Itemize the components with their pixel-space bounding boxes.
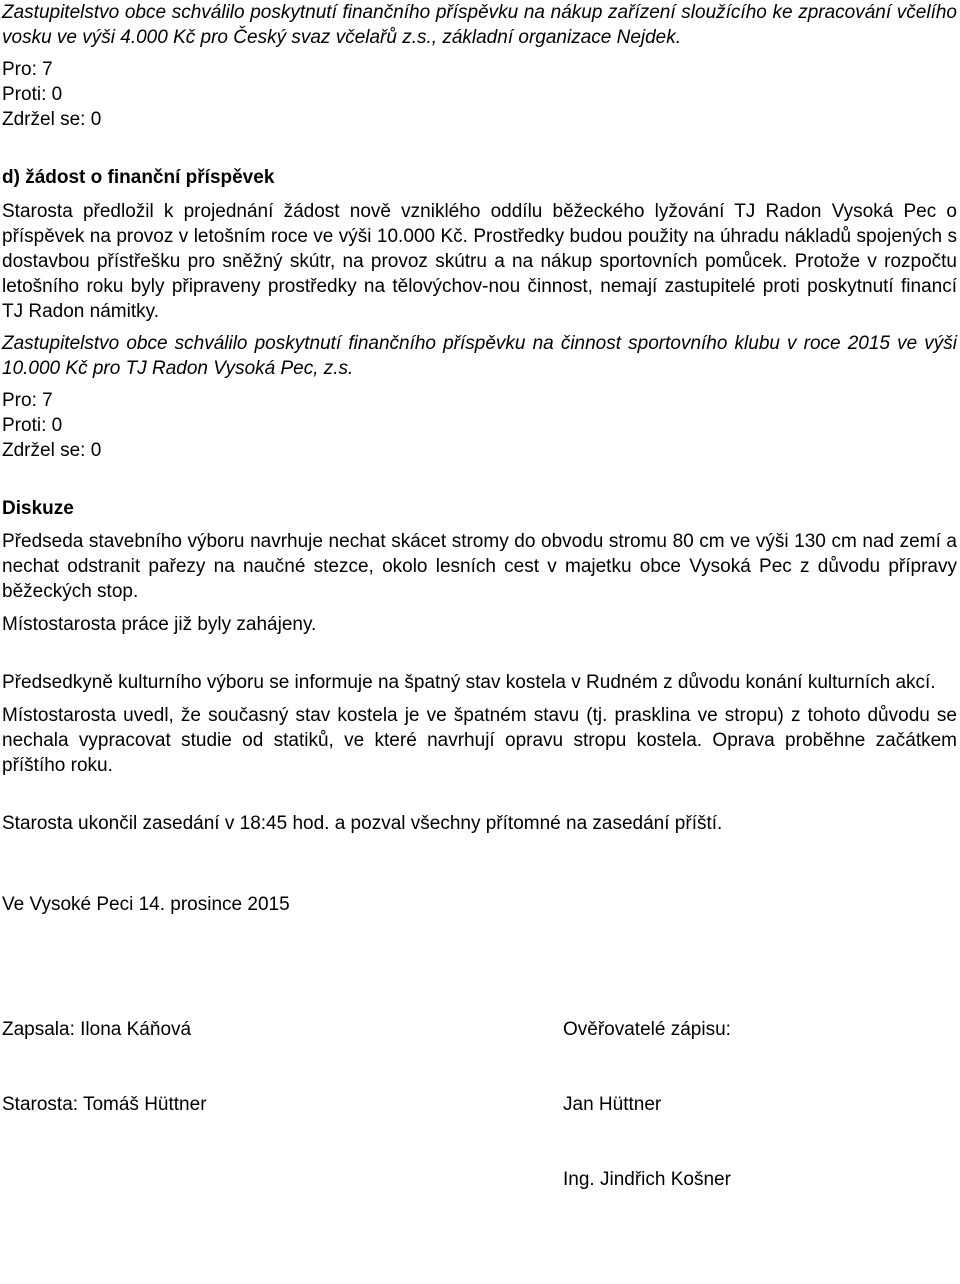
vote-zdrzel: Zdržel se: 0 <box>2 109 102 130</box>
vote-block-1 <box>2 57 957 132</box>
discussion-heading: Diskuze <box>2 498 74 519</box>
discussion-paragraph: Místostarosta práce již byly zahájeny. <box>2 614 317 635</box>
section-d-resolution: Zastupitelstvo obce schválilo poskytnutí finančního příspěvku na činnost sportovního klubu v roce 2015 ve výši 10.000 Kč pro TJ Radon Vysoká Pec, z.s. <box>2 333 957 379</box>
discussion-paragraph: Předsedkyně kulturního výboru se informuje na špatný stav kostela v Rudném z důvodu konání kulturních akcí. <box>2 672 936 693</box>
vote-block-2 <box>2 388 957 463</box>
discussion-paragraph: Místostarosta uvedl, že současný stav kostela je ve špatném stavu (tj. prasklina ve stropu) z tohoto důvodu se nechala vypracovat studie od statiků, ve které navrhují opravu stropu kostela. Oprava proběhne začátkem příštího roku. <box>2 705 957 776</box>
vote-zdrzel: Zdržel se: 0 <box>2 440 102 461</box>
signature-row <box>2 1092 957 1117</box>
place-date: Ve Vysoké Peci 14. prosince 2015 <box>2 894 290 915</box>
verifier-signature: Jan Hüttner <box>563 1094 662 1115</box>
signature-row <box>2 1017 957 1042</box>
section-d-heading: d) žádost o finanční příspěvek <box>2 167 275 188</box>
vote-pro: Pro: 7 <box>2 390 53 411</box>
vote-pro: Pro: 7 <box>2 59 53 80</box>
intro-resolution: Zastupitelstvo obce schválilo poskytnutí finančního příspěvku na nákup zařízení sloužícího ke zpracování včelího vosku ve výši 4.000 Kč pro Český svaz včelařů z.s., základní organizace Nejdek. <box>2 2 957 48</box>
discussion-paragraph: Předseda stavebního výboru navrhuje nechat skácet stromy do obvodu stromu 80 cm ve výši 130 cm nad zemí a nechat odstranit pařezy na naučné stezce, okolo lesních cest v majetku obce Vysoká Pec z důvodu přípravy běžeckých stop. <box>2 531 957 602</box>
document-page <box>2 0 957 1192</box>
section-d-text: Starosta předložil k projednání žádost nově vzniklého oddílu běžeckého lyžování TJ Radon Vysoká Pec o příspěvek na provoz v letošním roce ve výši 10.000 Kč. Prostředky budou použity na úhradu nákladů spojených s dostavbou přístřešku pro sněžný skútr, na provoz skútru a na nákup sportovních pomůcek. Protože v rozpočtu letošního roku byly připraveny prostředky na tělovýchov-nou činnost, nemají zastupitelé proti poskytnutí financí TJ Radon námitky. <box>2 201 957 322</box>
verifiers-label: Ověřovatelé zápisu: <box>563 1019 731 1040</box>
closing-statement: Starosta ukončil zasedání v 18:45 hod. a pozval všechny přítomné na zasedání příští. <box>2 813 723 834</box>
vote-proti: Proti: 0 <box>2 84 63 105</box>
vote-proti: Proti: 0 <box>2 415 63 436</box>
mayor-signature: Starosta: Tomáš Hüttner <box>2 1094 207 1115</box>
verifier-signature: Ing. Jindřich Košner <box>563 1169 731 1190</box>
recorder-signature: Zapsala: Ilona Káňová <box>2 1019 192 1040</box>
signature-row <box>2 1167 957 1192</box>
